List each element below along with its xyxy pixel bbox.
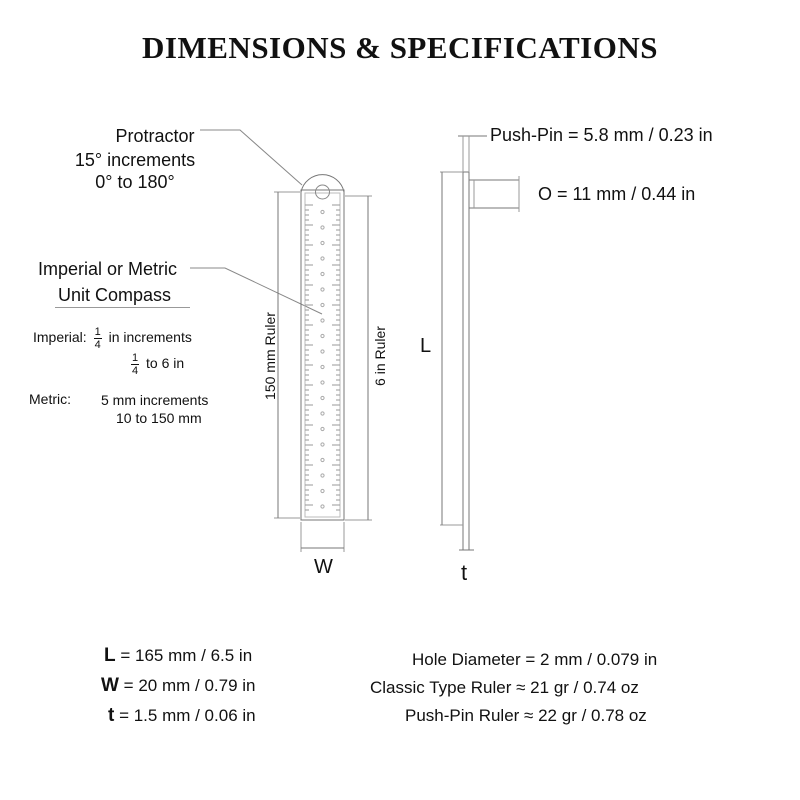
ruler-hole bbox=[321, 412, 324, 415]
imperial-row-1 bbox=[33, 326, 192, 351]
ruler-hole bbox=[321, 458, 324, 461]
ruler-hole bbox=[321, 257, 324, 260]
ruler-hole bbox=[321, 226, 324, 229]
ruler-hole bbox=[321, 319, 324, 322]
ruler-hole bbox=[321, 210, 324, 213]
imperial-range-text: to 6 in bbox=[146, 355, 185, 372]
spec-pushpin-weight: Push-Pin Ruler ≈ 22 gr / 0.78 oz bbox=[405, 706, 647, 725]
compass-label-1: Imperial or Metric bbox=[38, 259, 178, 279]
ruler-hole bbox=[321, 381, 324, 384]
w-label: W bbox=[314, 556, 333, 578]
quarter-fraction: $\frac{1}{4}$ bbox=[94, 326, 101, 351]
spec-length: L = 165 mm / 6.5 in bbox=[104, 645, 253, 666]
ruler-hole bbox=[321, 489, 324, 492]
push-pin-head bbox=[469, 180, 519, 208]
compass-leader-line bbox=[190, 268, 322, 314]
ruler-holes bbox=[321, 210, 324, 508]
metric-range-text: 10 to 150 mm bbox=[116, 410, 202, 426]
ruler-hole bbox=[321, 474, 324, 477]
quarter-fraction-2: $\frac{1}{4}$ bbox=[132, 352, 139, 377]
o-label: O = 11 mm / 0.44 in bbox=[538, 184, 696, 204]
protractor-hub bbox=[316, 185, 330, 199]
ruler-hole bbox=[321, 365, 324, 368]
ruler-hole bbox=[321, 303, 324, 306]
metric-label: Metric: bbox=[29, 391, 71, 407]
imperial-label: Imperial: bbox=[33, 329, 87, 346]
ruler-hole bbox=[321, 443, 324, 446]
protractor-label-1: Protractor bbox=[115, 126, 195, 146]
mm-ruler-label: 150 mm Ruler bbox=[262, 312, 278, 400]
ruler-hole bbox=[321, 350, 324, 353]
l-label: L bbox=[420, 335, 432, 357]
ruler-hole bbox=[321, 334, 324, 337]
in-ruler-label: 6 in Ruler bbox=[372, 326, 388, 386]
push-pin-label: Push-Pin = 5.8 mm / 0.23 in bbox=[490, 125, 713, 145]
imperial-row-2 bbox=[128, 352, 184, 377]
t-label: t bbox=[461, 560, 468, 585]
ruler-side-body bbox=[463, 172, 469, 550]
page-title: DIMENSIONS & SPECIFICATIONS bbox=[142, 30, 658, 65]
ruler-hole bbox=[321, 241, 324, 244]
ruler-ticks bbox=[305, 205, 340, 510]
ruler-hole bbox=[321, 272, 324, 275]
protractor-label-2: 15° increments bbox=[74, 150, 196, 170]
spec-width: W = 20 mm / 0.79 in bbox=[101, 675, 256, 696]
protractor-head bbox=[301, 175, 344, 192]
spec-hole-diameter: Hole Diameter = 2 mm / 0.079 in bbox=[412, 650, 658, 669]
ruler-hole bbox=[321, 396, 324, 399]
ruler-hole bbox=[321, 505, 324, 508]
compass-label-2: Unit Compass bbox=[58, 285, 172, 305]
spec-classic-weight: Classic Type Ruler ≈ 21 gr / 0.74 oz bbox=[370, 678, 639, 697]
metric-increment-text: 5 mm increments bbox=[101, 392, 209, 408]
imperial-increment-text: in increments bbox=[108, 329, 192, 346]
ruler-hole bbox=[321, 427, 324, 430]
compass-underline bbox=[55, 307, 190, 308]
protractor-label-3: 0° to 180° bbox=[95, 172, 175, 192]
spec-thickness: t = 1.5 mm / 0.06 in bbox=[108, 705, 256, 726]
ruler-hole bbox=[321, 288, 324, 291]
